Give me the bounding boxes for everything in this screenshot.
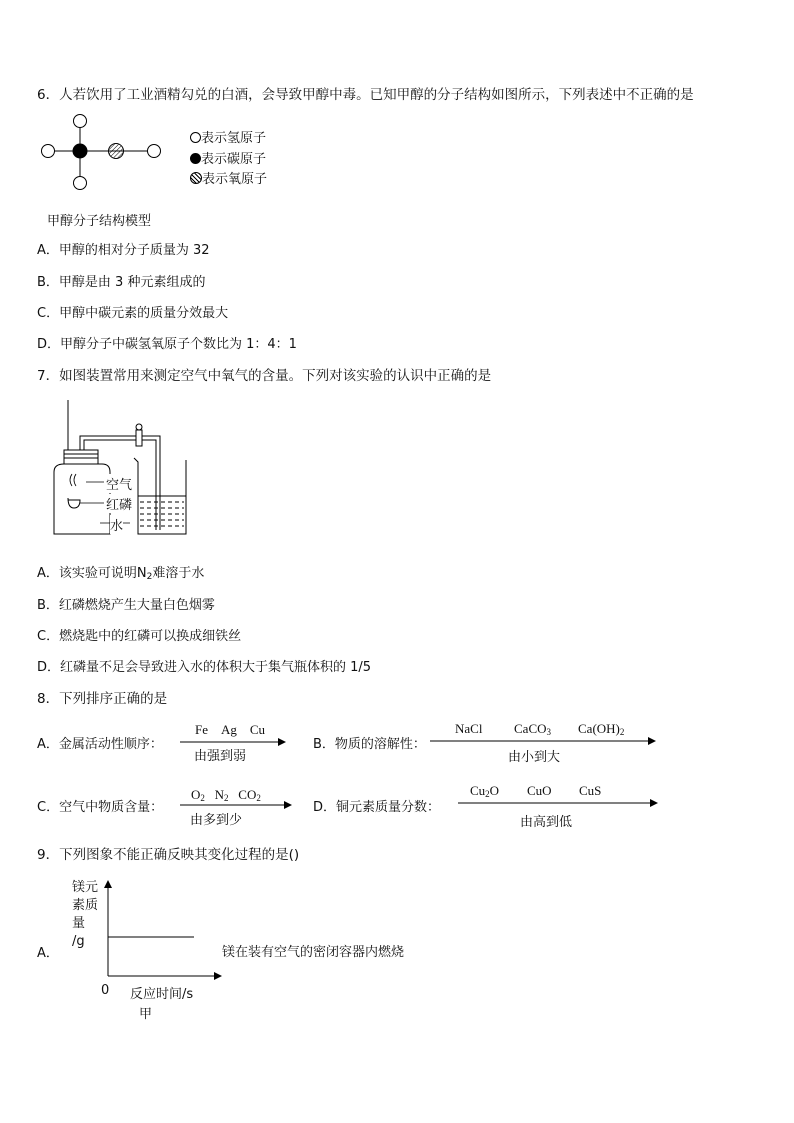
oxygen-atom bbox=[109, 144, 124, 159]
q8-option-d-label: D．铜元素质量分数： bbox=[313, 800, 441, 815]
q8-option-b-label: B．物质的溶解性： bbox=[313, 737, 426, 752]
q8b-item-3: $Ca(OH)_2$ bbox=[578, 721, 625, 737]
q8b-item-2: CaCO$_3$ bbox=[514, 721, 551, 737]
q6-stem: 6．人若饮用了工业酒精勾兑的白酒，会导致甲醇中毒。已知甲醇的分子结构如图所示，下列表述中不正确的是 bbox=[37, 87, 694, 103]
q7-stem: 7．如图装置常用来测定空气中氧气的含量。下列对该实验的认识中正确的是 bbox=[37, 368, 492, 384]
q6-option-d: D．甲醇分子中碳氢氧原子个数比为 1：4：1 bbox=[37, 337, 297, 352]
methanol-structure-diagram bbox=[36, 112, 176, 194]
q8c-arrow bbox=[180, 801, 292, 809]
legend-oxygen: 表示氧原子 bbox=[190, 168, 267, 187]
q7-option-c: C．燃烧匙中的红磷可以换成细铁丝 bbox=[37, 629, 242, 644]
oxygen-legend-icon bbox=[190, 172, 202, 184]
q6-option-a: A．甲醇的相对分子质量为 32 bbox=[37, 243, 210, 258]
q9-stem: 9．下列图象不能正确反映其变化过程的是() bbox=[37, 847, 300, 863]
q8c-items: $O_2$ $N_2$ $CO_2$ bbox=[191, 787, 261, 803]
q8-stem: 8．下列排序正确的是 bbox=[37, 691, 168, 707]
q8a-items: Fe Ag Cu bbox=[195, 722, 266, 737]
carbon-legend-icon bbox=[190, 153, 201, 164]
q8d-item-3: CuS bbox=[579, 783, 602, 798]
q7-option-a: A．该实验可说明$N_2$难溶于水 bbox=[37, 566, 205, 582]
legend-hydrogen: 表示氢原子 bbox=[190, 127, 266, 146]
q9-option-a-label: A． bbox=[37, 946, 59, 961]
q8a-below: 由强到弱 bbox=[194, 749, 247, 764]
q9a-origin: 0 bbox=[101, 983, 110, 998]
hydrogen-legend-icon bbox=[190, 132, 201, 143]
q9a-xlabel: 反应时间/s bbox=[130, 987, 194, 1002]
q6-option-b: B．甲醇是由 3 种元素组成的 bbox=[37, 275, 206, 290]
hydrogen-atom bbox=[148, 145, 161, 158]
q8d-arrow bbox=[458, 799, 658, 807]
label-water: 水 bbox=[110, 515, 123, 534]
q9a-sublabel: 甲 bbox=[139, 1007, 153, 1022]
q9a-ylabel: 镁元 素质 量 /g bbox=[72, 880, 99, 949]
hydrogen-atom bbox=[74, 177, 87, 190]
q8-option-a-label: A．金属活动性顺序： bbox=[37, 737, 163, 752]
hydrogen-atom bbox=[74, 115, 87, 128]
q7-option-d: D．红磷量不足会导致进入水的体积大于集气瓶体积的 1/5 bbox=[37, 660, 372, 675]
q9a-description: 镁在装有空气的密闭容器内燃烧 bbox=[222, 945, 405, 960]
q6-option-c: C．甲醇中碳元素的质量分效最大 bbox=[37, 306, 229, 321]
q8b-arrow bbox=[430, 737, 656, 745]
q8-option-c-label: C．空气中物质含量： bbox=[37, 800, 164, 815]
diagram-caption: 甲醇分子结构模型 bbox=[47, 214, 152, 229]
q8b-item-1: NaCl bbox=[455, 721, 483, 736]
q8d-item-1: $Cu_2O$ bbox=[470, 783, 500, 799]
q8b-below: 由小到大 bbox=[508, 750, 561, 765]
q8d-item-2: CuO bbox=[527, 783, 552, 798]
q8c-below: 由多到少 bbox=[190, 813, 243, 828]
q8d-below: 由高到低 bbox=[520, 815, 573, 830]
q7-option-b: B．红磷燃烧产生大量白色烟雾 bbox=[37, 598, 215, 613]
hydrogen-atom bbox=[42, 145, 55, 158]
legend-carbon: 表示碳原子 bbox=[190, 148, 266, 167]
q9a-graph bbox=[104, 880, 224, 980]
oxygen-measurement-apparatus bbox=[50, 400, 210, 540]
carbon-atom bbox=[73, 144, 88, 159]
label-red-phosphorus: 红磷 bbox=[106, 494, 132, 513]
label-air: 空气 bbox=[106, 474, 132, 493]
